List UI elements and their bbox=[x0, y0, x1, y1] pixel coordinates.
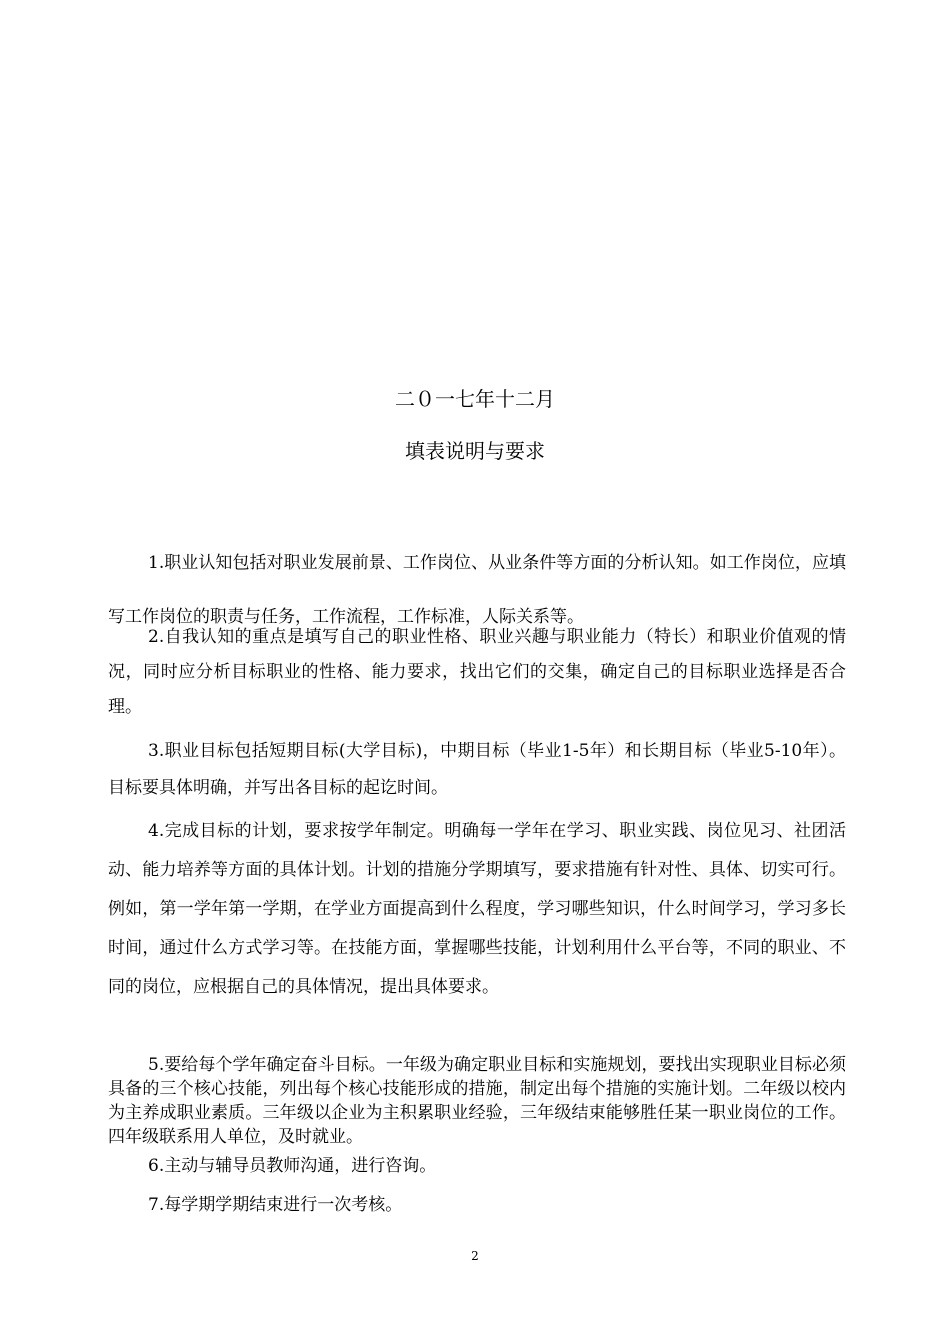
instruction-paragraph-1: 1.职业认知包括对职业发展前景、工作岗位、从业条件等方面的分析认知。如工作岗位，应填写工作岗位的职责与任务，工作流程，工作标准，人际关系等。 bbox=[108, 553, 846, 627]
instruction-paragraph-5: 5.要给每个学年确定奋斗目标。一年级为确定职业目标和实施规划，要找出实现职业目标必须具备的三个核心技能，列出每个核心技能形成的措施，制定出每个措施的实施计划。二年级以校内为主养成职业素质。三年级以企业为主积累职业经验，三年级结束能够胜任某一职业岗位的工作。四年级联系用人单位，及时就业。 bbox=[108, 1055, 846, 1147]
instruction-paragraph-4: 4.完成目标的计划，要求按学年制定。明确每一学年在学习、职业实践、岗位见习、社团活动、能力培养等方面的具体计划。计划的措施分学期填写，要求措施有针对性、具体、切实可行。例如，第一学年第一学期，在学业方面提高到什么程度，学习哪些知识，什么时间学习，学习多长时间，通过什么方式学习等。在技能方面，掌握哪些技能，计划利用什么平台等，不同的职业、不同的岗位，应根据自己的具体情况，提出具体要求。 bbox=[108, 821, 846, 997]
page-number: 2 bbox=[471, 1249, 479, 1263]
instruction-paragraph-2: 2.自我认知的重点是填写自己的职业性格、职业兴趣与职业能力（特长）和职业价值观的情况，同时应分析目标职业的性格、能力要求，找出它们的交集，确定自己的目标职业选择是否合理。 bbox=[108, 627, 846, 717]
instruction-paragraph-6: 6.主动与辅导员教师沟通，进行咨询。 bbox=[148, 1156, 437, 1176]
page-title: 填表说明与要求 bbox=[405, 439, 545, 463]
instruction-paragraph-3: 3.职业目标包括短期目标(大学目标)，中期目标（毕业1-5年）和长期目标（毕业5-10年）。目标要具体明确，并写出各目标的起讫时间。 bbox=[108, 741, 846, 798]
date-line: 二０一七年十二月 bbox=[395, 387, 555, 411]
instruction-paragraph-7: 7.每学期学期结束进行一次考核。 bbox=[148, 1195, 403, 1215]
